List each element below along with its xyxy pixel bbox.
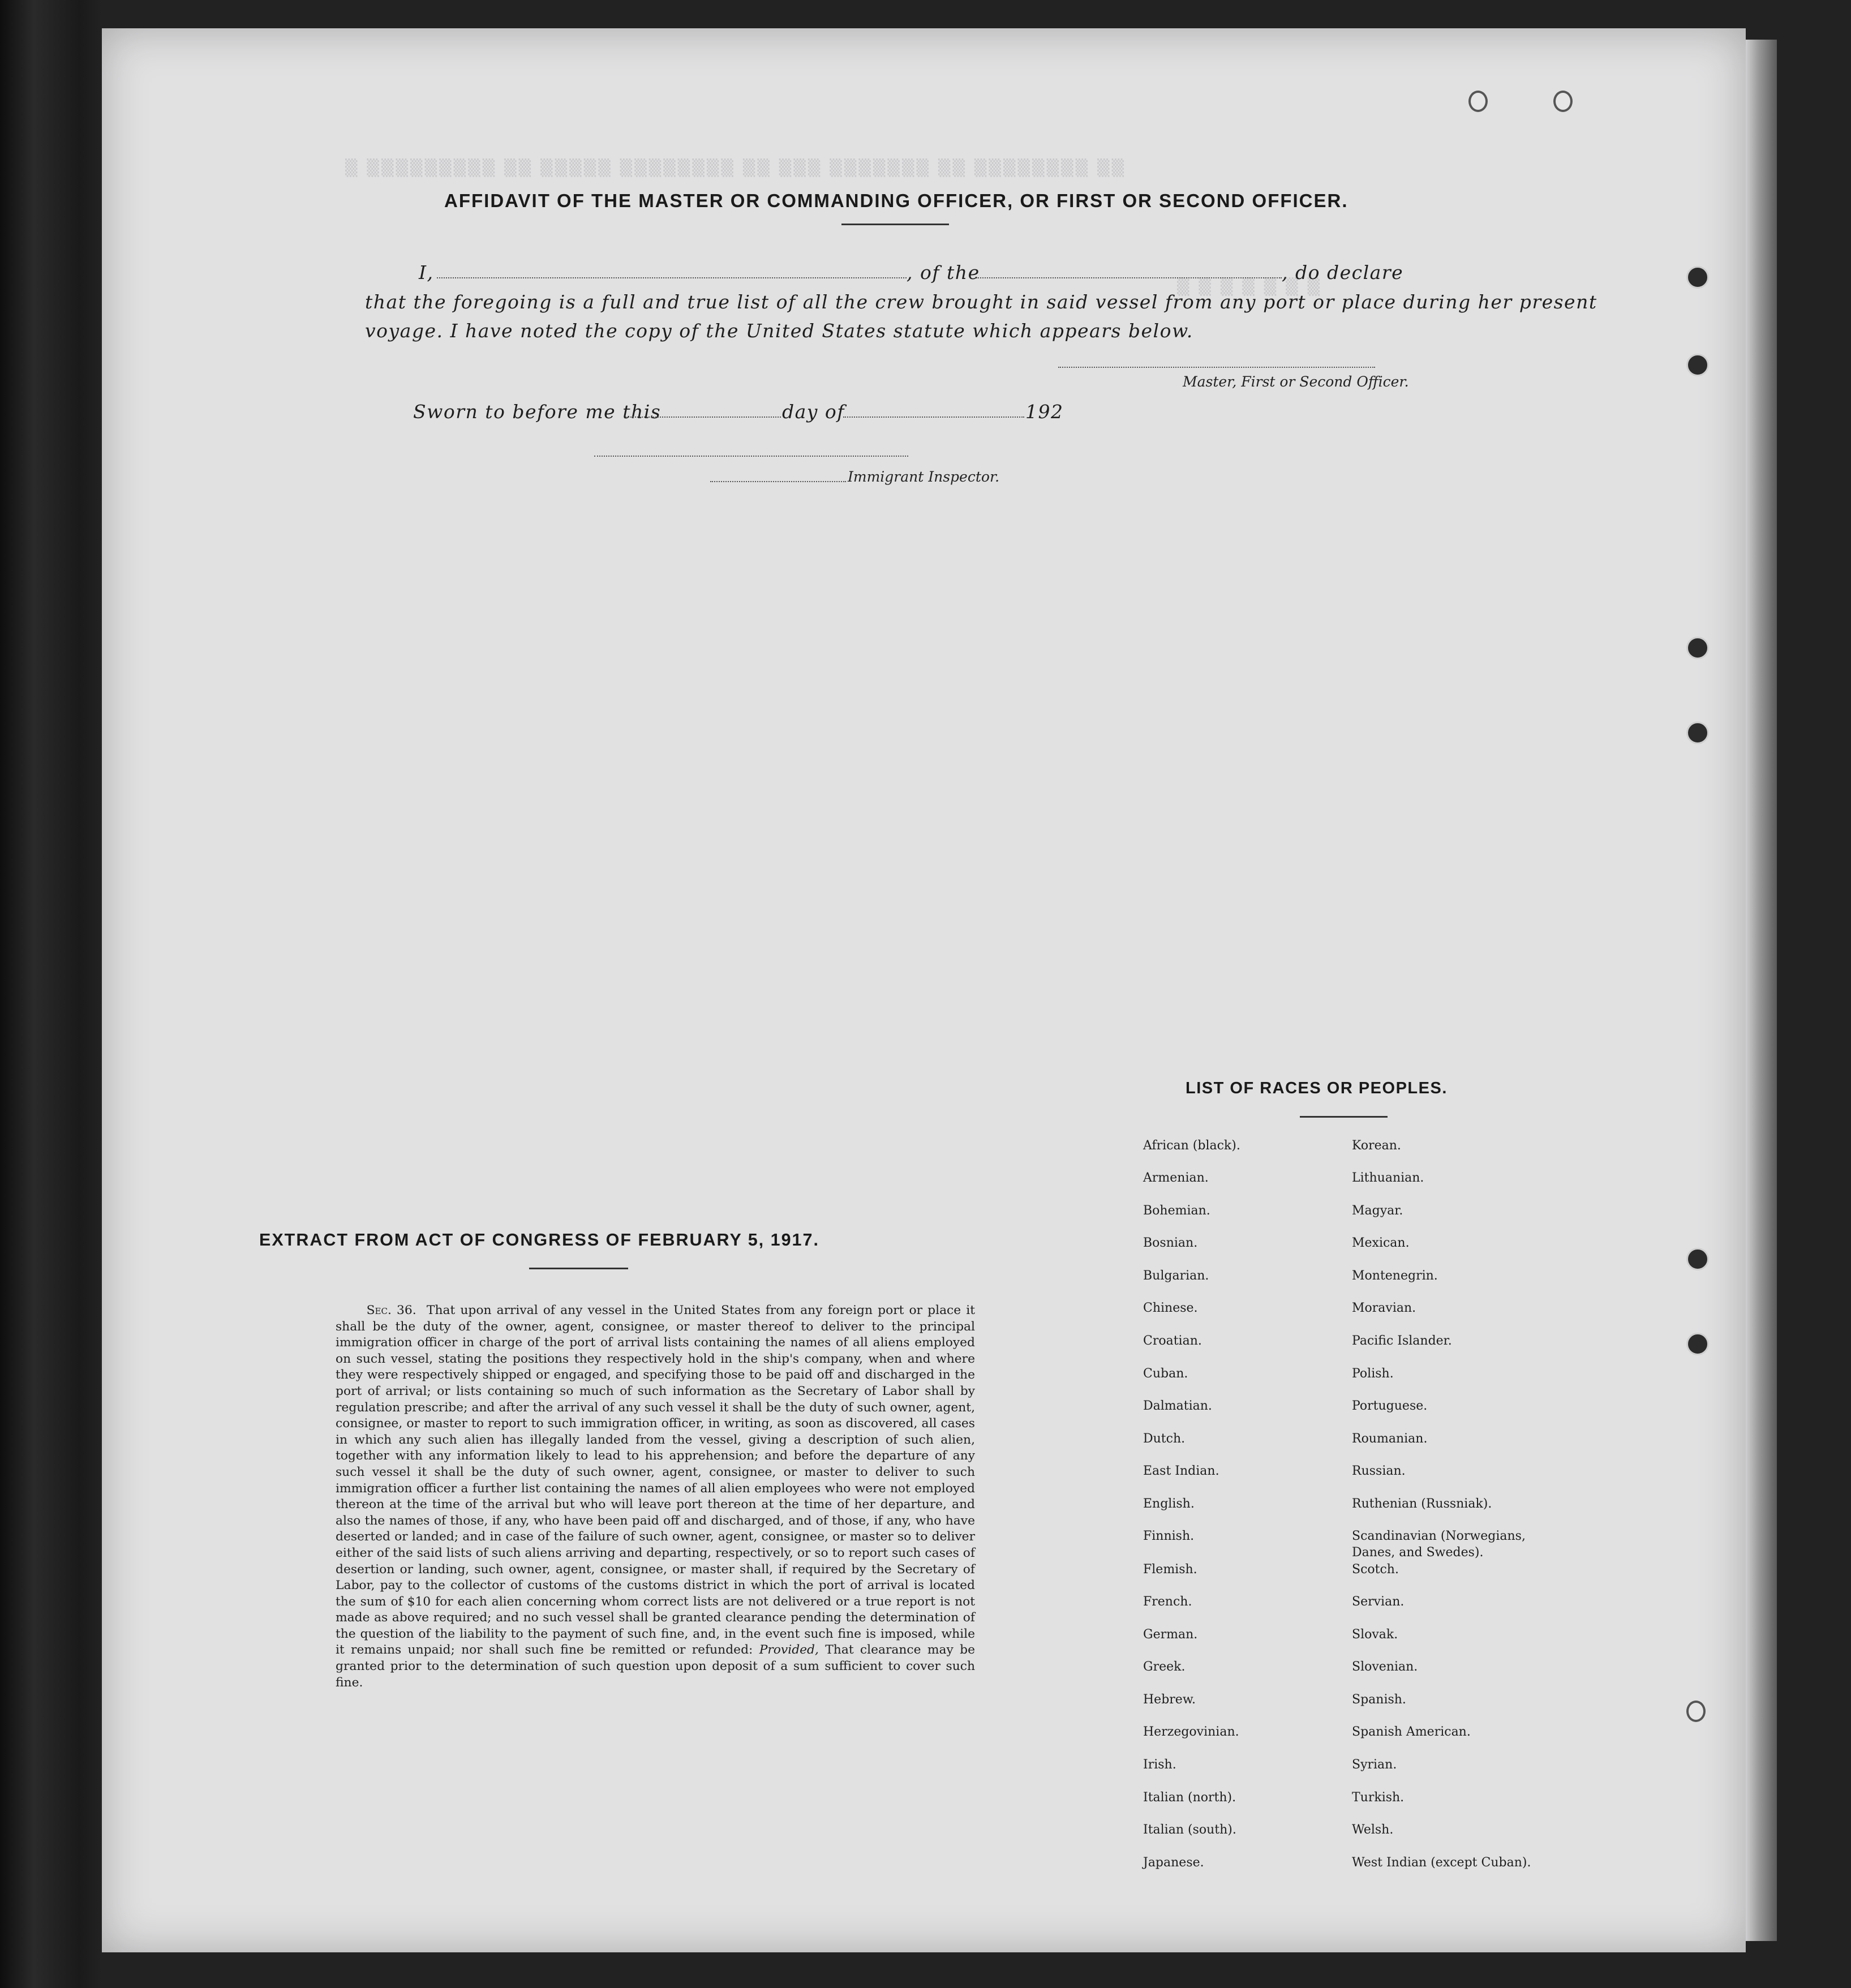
race-item: Russian.: [1352, 1464, 1406, 1478]
race-item: Danes, and Swedes).: [1352, 1545, 1484, 1560]
race-item: Irish.: [1143, 1758, 1176, 1772]
affidavit-line-3: voyage. I have noted the copy of the United States statute which appears below.: [365, 320, 1193, 342]
race-item: French.: [1143, 1595, 1192, 1609]
affidavit-declare-label: , do declare: [1282, 261, 1404, 284]
sworn-month-field[interactable]: [843, 417, 1024, 418]
race-item: Hebrew.: [1143, 1693, 1196, 1707]
statute-text: [336, 1303, 975, 1691]
race-item: Bohemian.: [1143, 1204, 1210, 1218]
section-number: Sec. 36.: [366, 1303, 416, 1317]
race-item: Welsh.: [1352, 1823, 1394, 1837]
race-item: Scotch.: [1352, 1562, 1399, 1577]
race-item: Polish.: [1352, 1367, 1394, 1381]
race-item: Croatian.: [1143, 1334, 1202, 1348]
race-item: Mexican.: [1352, 1236, 1410, 1250]
master-signature-line[interactable]: [1058, 367, 1375, 368]
inspector-signature-line[interactable]: [594, 456, 908, 457]
races-title-underline: [1300, 1116, 1388, 1118]
race-item: Slovak.: [1352, 1628, 1398, 1642]
punch-hole: [1686, 1333, 1709, 1355]
punch-hole: [1686, 637, 1709, 659]
race-item: German.: [1143, 1628, 1198, 1642]
race-item: Pacific Islander.: [1352, 1334, 1452, 1348]
affidavit-i-label: I,: [419, 261, 434, 284]
race-item: Turkish.: [1352, 1791, 1405, 1805]
race-item: Scandinavian (Norwegians,: [1352, 1529, 1526, 1543]
affidavit-title: AFFIDAVIT OF THE MASTER OR COMMANDING OFFICER, OR FIRST OR SECOND OFFICER.: [444, 190, 1348, 211]
race-item: Lithuanian.: [1352, 1171, 1424, 1185]
race-item: Chinese.: [1143, 1301, 1198, 1315]
race-item: Magyar.: [1352, 1204, 1403, 1218]
master-signature-label: Master, First or Second Officer.: [1183, 373, 1409, 390]
extract-title-underline: [529, 1268, 628, 1269]
affidavit-of-the-label: , of the: [907, 261, 980, 284]
race-item: West Indian (except Cuban).: [1352, 1856, 1531, 1870]
page-edge-shadow: [1746, 40, 1777, 1941]
extract-title: EXTRACT FROM ACT OF CONGRESS OF FEBRUARY 5, 1917.: [259, 1230, 819, 1250]
inspector-label: Immigrant Inspector.: [848, 469, 1000, 485]
punch-hole: [1686, 722, 1709, 744]
race-item: Italian (south).: [1143, 1823, 1236, 1837]
races-right-column: [1352, 1139, 1578, 1914]
race-item: Moravian.: [1352, 1301, 1416, 1315]
officer-name-field[interactable]: [437, 277, 907, 278]
race-item: Korean.: [1352, 1139, 1401, 1153]
punch-hole: [1468, 91, 1488, 112]
races-left-column: [1143, 1139, 1330, 1914]
race-item: Bulgarian.: [1143, 1269, 1209, 1283]
race-item: Finnish.: [1143, 1529, 1195, 1543]
sworn-label: Sworn to before me this: [413, 401, 662, 423]
race-item: Slovenian.: [1352, 1660, 1418, 1674]
statute-provided: Provided,: [759, 1643, 819, 1658]
race-item: Roumanian.: [1352, 1432, 1428, 1446]
race-item: Servian.: [1352, 1595, 1405, 1609]
race-item: Italian (north).: [1143, 1791, 1236, 1805]
day-of-label: day of: [782, 401, 845, 423]
affidavit-line-2: that the foregoing is a full and true list of all the crew brought in said vessel from any port or place during her present: [365, 291, 1597, 313]
race-item: Portuguese.: [1352, 1399, 1428, 1413]
race-item: Dutch.: [1143, 1432, 1186, 1446]
race-item: East Indian.: [1143, 1464, 1219, 1478]
race-item: Flemish.: [1143, 1562, 1197, 1577]
race-item: Syrian.: [1352, 1758, 1397, 1772]
race-item: English.: [1143, 1497, 1195, 1511]
race-item: Japanese.: [1143, 1856, 1204, 1870]
document-page: [102, 28, 1746, 1952]
statute-body-1: That upon arrival of any vessel in the United States from any foreign port or place it shall be the duty of the owner, agent, consignee, or master thereof to deliver to the principal immigration officer in charge of the port of arrival lists containing the names of all aliens employed on such vessel, stating the positions they respectively hold in the ship's company, when and where they were respectively shipped or engaged, and specifying those to be paid off and discharged in the port of arrival; or lists containing so much of such information as the Secretary of Labor shall by regulation prescribe; and after the arrival of any such vessel it shall be the duty of such owner, agent, consignee, or master to report to such immigration officer, in writing, as soon as discovered, all cases in which any such alien has illegally landed from the vessel, giving a description of such alien, together with any information likely to lead to his apprehension; and before the departure of any such vessel it shall be the duty of such owner, agent, consignee, or master to deliver to such immigration officer a further list containing the names of all alien employees who were not employed thereon at the time of the arrival but who will leave port thereon at the time of her departure, and also the names of those, if any, who have been paid off and discharged, and of those, if any, who have deserted or landed; and in case of the failure of such owner, agent, consignee, or master so to deliver either of the said lists of such aliens arriving and departing, respectively, or so to report such cases of desertion or landing, such owner, agent, consignee, or master shall, if required by the Secretary of Labor, pay to the collector of customs of the customs district in which the port of arrival is located the sum of $10 for each alien concerning whom correct lists are not delivered or a true report is not made as above required; and no such vessel shall be granted clearance pending the determination of the question of the liability to the payment of such fine, and, in the event such fine is imposed, while it remains unpaid; nor shall such fine be remitted or refunded:: [336, 1303, 976, 1658]
race-item: Dalmatian.: [1143, 1399, 1212, 1413]
race-item: Spanish.: [1352, 1693, 1406, 1707]
statute-body-2: That clearance may be granted prior to the determination of such question upon deposit of a sum sufficient to cover such fine.: [336, 1643, 976, 1690]
inspector-signature-line-2[interactable]: [710, 481, 846, 482]
year-label: 192: [1025, 401, 1064, 423]
race-item: Armenian.: [1143, 1171, 1209, 1185]
race-item: Herzegovinian.: [1143, 1725, 1239, 1739]
race-item: African (black).: [1143, 1139, 1240, 1153]
race-item: Cuban.: [1143, 1367, 1188, 1381]
punch-hole: [1686, 1701, 1706, 1722]
punch-hole: [1686, 1248, 1709, 1270]
bleed-through-texture: ▒ ▒ ▒ ▒ ▒ ▒ ▒: [1177, 277, 1322, 296]
title-underline: [841, 224, 949, 225]
races-title: LIST OF RACES OR PEOPLES.: [1186, 1079, 1448, 1097]
race-item: Spanish American.: [1352, 1725, 1471, 1739]
race-item: Bosnian.: [1143, 1236, 1198, 1250]
punch-hole: [1553, 91, 1573, 112]
bleed-through-texture: ▒ ▒▒▒▒▒▒▒▒▒ ▒▒ ▒▒▒▒▒ ▒▒▒▒▒▒▒▒ ▒▒ ▒▒▒ ▒▒▒▒▒▒▒ ▒▒ ▒▒▒▒▒▒▒▒ ▒▒: [345, 158, 1127, 177]
sworn-day-field[interactable]: [625, 417, 781, 418]
race-item: Ruthenian (Russniak).: [1352, 1497, 1492, 1511]
punch-hole: [1686, 266, 1709, 289]
vessel-name-field[interactable]: [976, 277, 1282, 278]
punch-hole: [1686, 354, 1709, 376]
race-item: Greek.: [1143, 1660, 1186, 1674]
race-item: Montenegrin.: [1352, 1269, 1438, 1283]
